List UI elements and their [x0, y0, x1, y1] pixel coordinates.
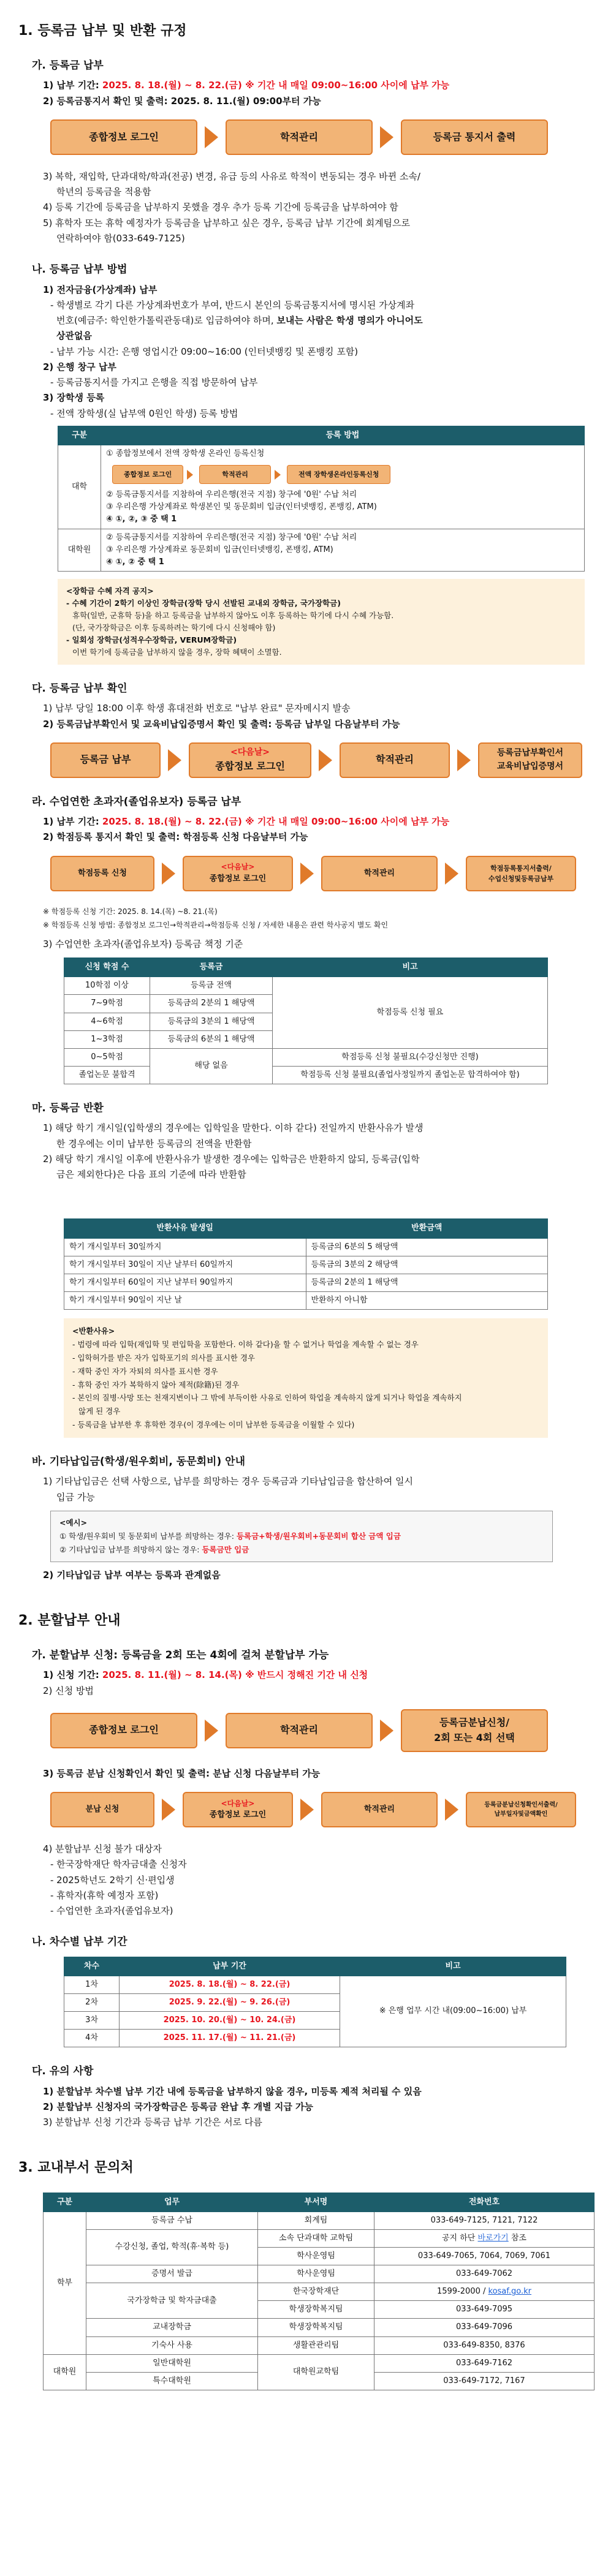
flow-arrow-icon — [162, 863, 175, 885]
section2-da-title: 다. 유의 사항 — [32, 2065, 94, 2078]
table-row: 7~9학점 등록금의 2분의 1 해당액 — [64, 995, 548, 1013]
refund-table: 반환사유 발생일 반환금액 학기 개시일부터 30일까지 등록금의 6분의 5 해당액 학기 개시일부터 30일이 지난 날부터 60일까지 등록금의 3분의 2 해당액 학기 개시일부터 60일이 지난 날부터 90일까지 등록금의 2분의 1 해당액 학기 개시일부터 90일이 지난 날 반환하지 아니함 — [64, 1218, 548, 1310]
confirm-1: 1) 납부 당일 18:00 이후 학생 휴대전화 번호로 "납부 완료" 문자메시지 발송 — [43, 703, 351, 714]
mini-flow: 종합정보 로그인 학적관리 전액 장학생온라인등록신청 — [112, 465, 579, 484]
installment-table: 차수 납부 기간 비고 1차 2025. 8. 18.(월) ~ 8. 22.(금) ※ 은행 업무 시간 내(09:00~16:00) 납부 2차 2025. 9. 22.(월) ~ 9. 26.(금) 3차 2025. 10. 20.(월) ~ 10. 24.(금) 4차 2025. 11. 17.(월) ~ 11. 21.(금) — [64, 1957, 566, 2048]
flow-arrow-icon — [187, 470, 193, 480]
section1-ba-title: 바. 기타납입금(학생/원우회비, 동문회비) 안내 — [32, 1456, 246, 1468]
flow-arrow-icon — [380, 1720, 393, 1742]
section1-ga-title: 가. 등록금 납부 — [32, 59, 104, 72]
kosaf-link[interactable]: kosaf.go.kr — [488, 2287, 532, 2297]
method-1c: 상관없음 — [56, 330, 92, 342]
college-office-link[interactable]: 바로가기 — [477, 2233, 509, 2243]
contact-table: 구분 업무 부서명 전화번호 학부 등록금 수납 회계팀 033-649-7125, 7121, 7122 수강신청, 졸업, 학적(휴·복학 등) 소속 단과대학 교학팀 공지 하단 바로가기 참조 학사운영팀 033-649-7065, 7064, 7069, 7061 증명서 발급 학사운영팀 033-649-7062 국가장학금 및 학자금대출 한국장학재단 1599-2000 / kosaf.go.kr 학생장학복지팀 033-649-7095 교내장학금 학생장학복지팀 033-649-7096 기숙사 사용 생활관관리팀 033-649-8350, 8376 대학원 일반대학원 대학원교학팀 033-649-7162 특수대학원 033-649-7172, 7167 — [43, 2193, 595, 2391]
table-row: 학기 개시일부터 30일이 지난 날부터 60일까지 등록금의 3분의 2 해당액 — [64, 1256, 548, 1274]
refund-reasons: <반환사유> - 법령에 따라 입학(재입학 및 편입학을 포함한다. 이하 같다)을 할 수 없거나 학업을 계속할 수 없는 경우 - 입학허가를 받은 자가 입학포기의 의사를 표시한 경우 - 재학 중인 자가 자퇴의 의사를 표시한 경우 - 휴학 중인 자가 복학하지 않아 제적(除籍)된 경우 - 본인의 질병·사망 또는 천재지변이나 그 밖에 부득이한 사유로 인하여 학업을 계속하지 않게 되거나 학업을 계속하지 않게 된 경우 - 등록금을 납부한 후 휴학한 경우(이 경우에는 이미 납부한 등록금을 이월할 수 있다) — [64, 1318, 548, 1438]
flow-arrow-icon — [168, 749, 181, 771]
rule-5b: 연락하여야 함(033-649-7125) — [56, 232, 185, 244]
table-row: 학부 등록금 수납 회계팀 033-649-7125, 7121, 7122 — [44, 2212, 595, 2229]
section2-title: 2. 분할납부 안내 — [18, 1612, 121, 1628]
section1-ra-title: 라. 수업연한 초과자(졸업유보자) 등록금 납부 — [32, 795, 241, 808]
table-row: 졸업논문 불합격 학점등록 신청 불필요(졸업사정일까지 졸업논문 합격하여야 함) — [64, 1066, 548, 1084]
table-row: 0~5학점 해당 없음 학점등록 신청 불필요(수강신청만 진행) — [64, 1048, 548, 1066]
rule-3b: 학년의 등록금을 적용함 — [56, 186, 151, 198]
flow-arrow-icon — [205, 1720, 218, 1742]
section2-ga-title: 가. 분할납부 신청: 등록금을 2회 또는 4회에 걸쳐 분할납부 가능 — [32, 1649, 329, 1661]
table-row: 수강신청, 졸업, 학적(휴·복학 등) 소속 단과대학 교학팀 공지 하단 바로가기 참조 — [44, 2229, 595, 2247]
table-row: 증명서 발급 학사운영팀 033-649-7062 — [44, 2265, 595, 2283]
table-row: 10학점 이상 등록금 전액 학점등록 신청 필요 — [64, 977, 548, 995]
flow-over: 학점등록 신청 <다음날> 종합정보 로그인 학적관리 학점등록통지서출력/ 수업신청및등록금납부 — [50, 856, 590, 891]
flow-arrow-icon — [300, 1799, 314, 1821]
method-1b: 번호(예금주: 학인한가톨릭관동대)로 입금하여야 하며, 보내는 사람은 학생 명의가 아니어도 — [56, 315, 423, 327]
table-row: 학기 개시일부터 30일까지 등록금의 6분의 5 해당액 — [64, 1238, 548, 1256]
over-fee-table: 신청 학점 수 등록금 비고 10학점 이상 등록금 전액 학점등록 신청 필요 7~9학점 등록금의 2분의 1 해당액 4~6학점 등록금의 3분의 1 해당액 1~3학점 등록금의 6분의 1 해당액 0~5학점 해당 없음 학점등록 신청 불필요(수강신청만 진행) 졸업논문 불합격 학점등록 신청 불필요(졸업사정일까지 졸업논문 합격하여야 함) — [64, 958, 548, 1084]
method-3: 3) 장학생 등록 — [43, 392, 105, 404]
over-period: 1) 납부 기간: 2025. 8. 18.(월) ~ 8. 22.(금) ※ 기간 내 매일 09:00~16:00 사이에 납부 가능 — [43, 816, 450, 828]
section3-title: 3. 교내부서 문의처 — [18, 2160, 134, 2176]
section1-title: 1. 등록금 납부 및 반환 규정 — [18, 23, 187, 39]
table-row: 2차 2025. 9. 22.(월) ~ 9. 26.(금) — [64, 1993, 566, 2011]
flow-arrow-icon — [205, 126, 218, 148]
example-box: <예시> ① 학생/원우회비 및 동문회비 납부를 희망하는 경우: 등록금+학생/원우회비+동문회비 합산 금액 입금 ② 기타납입금 납부를 희망하지 않는 경우: 등록금만 입금 — [50, 1511, 553, 1562]
table-row: 특수대학원 033-649-7172, 7167 — [44, 2372, 595, 2390]
flow-step-login: 종합정보 로그인 — [50, 119, 197, 155]
flow-arrow-icon — [319, 749, 332, 771]
method-1d: - 납부 가능 시간: 은행 영업시간 09:00~16:00 (인터넷뱅킹 및 폰뱅킹 포함) — [50, 346, 359, 357]
table-row: 4차 2025. 11. 17.(월) ~ 11. 21.(금) — [64, 2030, 566, 2047]
method-2: 2) 은행 창구 납부 — [43, 361, 116, 372]
table-row: 3차 2025. 10. 20.(월) ~ 10. 24.(금) — [64, 2012, 566, 2030]
scholarship-method-table — [58, 426, 585, 572]
table-row: 기숙사 사용 생활관관리팀 033-649-8350, 8376 — [44, 2336, 595, 2354]
scholarship-notice: <장학금 수혜 자격 공지> - 수혜 기간이 2학기 이상인 장학금(장학 당시 선발된 교내외 장학금, 국가장학금) 휴학(일반, 군휴학 등)을 하고 등록금을 납부하지 않아도 이후 등록하는 학기에 다시 수혜 가능함. (단, 국가장학금은 이후 등록하려는 학기에 다시 신청해야 함) - 일회성 장학금(성적우수장학금, VERUM장학금) 이번 학기에 등록금을 납부하지 않을 경우, 장학 혜택이 소멸함. — [58, 579, 585, 665]
section1-ma-title: 마. 등록금 반환 — [32, 1102, 104, 1115]
flow-arrow-icon — [457, 749, 471, 771]
flow-arrow-icon — [162, 1799, 175, 1821]
table-row: 학기 개시일부터 90일이 지난 날 반환하지 아니함 — [64, 1291, 548, 1309]
flow-arrow-icon — [380, 126, 393, 148]
table-header: 구분 — [58, 426, 101, 445]
table-row: 국가장학금 및 학자금대출 한국장학재단 1599-2000 / kosaf.go.kr — [44, 2283, 595, 2301]
method-3a: - 전액 장학생(실 납부액 0원인 학생) 등록 방법 — [50, 407, 238, 419]
flow-notice-print — [50, 119, 590, 155]
rule-4: 4) 등록 기간에 등록금을 납부하지 못했을 경우 추가 등록 기간에 등록금을 납부하여야 함 — [43, 202, 398, 213]
row-label-grad: 대학원 — [58, 529, 101, 571]
table-header: 등록 방법 — [101, 426, 585, 445]
row-label-undergrad: 대학 — [58, 445, 101, 529]
rule-5: 5) 휴학자 또는 휴학 예정자가 등록금을 납부하고 싶은 경우, 등록금 납부 기간에 회계팀으로 — [43, 217, 411, 229]
over-notice: 2) 학점등록 통지서 확인 및 출력: 학점등록 신청 다음날부터 가능 — [43, 831, 308, 843]
table-row: 1~3학점 등록금의 6분의 1 해당액 — [64, 1030, 548, 1048]
rule-3: 3) 복학, 재입학, 단과대학/학과(전공) 변경, 유급 등의 사유로 학적이 변동되는 경우 바뀐 소속/ — [43, 170, 420, 182]
confirm-2: 2) 등록금납부확인서 및 교육비납입증명서 확인 및 출력: 등록금 납부일 다음날부터 가능 — [43, 718, 400, 730]
flow-installment-confirm: 분납 신청 <다음날> 종합정보 로그인 학적관리 등록금분납신청확인서출력/ 납부일자및금액확인 — [50, 1792, 590, 1827]
table-row: 학사운영팀 033-649-7065, 7064, 7069, 7061 — [44, 2247, 595, 2265]
flow-arrow-icon — [275, 470, 281, 480]
undergrad-method: ① 종합정보에서 전액 장학생 온라인 등록신청 종합정보 로그인 학적관리 전액 장학생온라인등록신청 ② 등록금통지서를 지참하여 우리은행(전국 지점) 창구에 '0원' 수납 처리 ③ 우리은행 가상계좌로 학생본인 및 동문회비 입금(인터넷뱅킹, 폰뱅킹, ATM) ④ ①, ②, ③ 중 택 1 — [101, 445, 585, 529]
flow-arrow-icon — [445, 863, 458, 885]
flow-arrow-icon — [300, 863, 314, 885]
table-row: 대학원 일반대학원 대학원교학팀 033-649-7162 — [44, 2354, 595, 2372]
notice-page: 1. 등록금 납부 및 반환 규정 가. 등록금 납부 1) 납부 기간: 2025. 8. 18.(월) ~ 8. 22.(금) ※ 기간 내 매일 09:00~16:00 사이에 납부 가능 2) 등록금통지서 확인 및 출력: 2025. 8. 11.(월) 09:00부터 가능 종합정보 로그인 학적관리 등록금 통지서 출력 3) 복학, 재입학, 단과대학/학과(전공) 변경, 유급 등의 사유로 학적이 변동되는 경우 바뀐 소속/ 학년의 등록금을 적용함 4) 등록 기간에 등록금을 납부하지 못했을 경우 추가 등록 기간에 등록금을 납부하여야 함 5) 휴학자 또는 휴학 예정자가 등록금을 납부하고 싶은 경우, 등록금 납부 기간에 회계팀으로 연락하여야 함(033-649-7125) 나. 등록금 납부 방법 1) 전자금융(가상계좌) 납부 - 학생별로 각기 다른 가상계좌번호가 부여, 반드시 본인의 등록금통지서에 명시된 가상계좌 번호(예금주: 학인한가톨릭관동대)로 입금하여야 하며, 보내는 사람은 학생 명의가 아니어도 상관없음 - 납부 가능 시간: 은행 영업시간 09:00~16:00 (인터넷뱅킹 및 폰뱅킹 포함) 2) 은행 창구 납부 - 등록금통지서를 가지고 은행을 직접 방문하여 납부 3) 장학생 등록 - 전액 장학생(실 납부액 0원인 학생) 등록 방법 구분 등록 방법 대학 ① 종합정보에서 전액 장학생 온라인 등록신청 종합정보 로그인 학적관리 전액 장학생온라인등록신청 ② 등록금통지서를 지참하여 우리은행(전국 지점) 창구에 '0원' 수납 처리 ③ 우리은행 가상계좌로 학생본인 및 동문회비 입금(인터넷뱅킹, 폰뱅킹, ATM) ④ ①, ②, ③ 중 택 1 대학원 ② 등록금통지서를 지참하여 우리은행(전국 지점) 창구에 '0원' 수납 처리 ③ 우리은행 가상계좌로 동문회비 입금(인터넷뱅킹, 폰뱅킹, ATM) ④ ①, ② 중 택 1 <장학금 수혜 자격 공지> - 수혜 기간이 2학기 이상인 장학금(장학 당시 선발된 교내외 장학금, 국가장학금) 휴학(일반, 군휴학 등)을 하고 등록금을 납부하지 않아도 이후 등록하는 학기에 다시 수혜 가능함. (단, 국가장학금은 이후 등록하려는 학기에 다시 신청해야 함) - 일회성 장학금(성적우수장학금, VERUM장학금) 이번 학기에 등록금을 납부하지 않을 경우, 장학 혜택이 소멸함. 다. 등록금 납부 확인 1) 납부 당일 18:00 이후 학생 휴대전화 번호로 "납부 완료" 문자메시지 발송 2) 등록금납부확인서 및 교육비납입증명서 확인 및 출력: 등록금 납부일 다음날부터 가능 등록금 납부 <다음날> 종합정보 로그인 학적관리 등록금납부확인서 교육비납입증명서 라. 수업연한 초과자(졸업유보자) 등록금 납부 1) 납부 기간: 2025. 8. 18.(월) ~ 8. 22.(금) ※ 기간 내 매일 09:00~16:00 사이에 납부 가능 2) 학점등록 통지서 확인 및 출력: 학점등록 신청 다음날부터 가능 학점등록 신청 <다음날> 종합정보 로그인 학적관리 학점등록통지서출력/ 수업신청및등록금납부 ※ 학점등록 신청 기간: 2025. 8. 14.(목) ~8. 21.(목) ※ 학점등록 신청 방법: 종합정보 로그인→학적관리→학점등록 신청 / 자세한 내용은 관련 학사공지 별도 확인 3) 수업연한 초과자(졸업유보자) 등록금 책정 기준 신청 학점 수 등록금 비고 10학점 이상 등록금 전액 학점등록 신청 필요 7~9학점 등록금의 2분의 1 해당액 4~6학점 등록금의 3분의 1 해당액 1~3학점 등록금의 6분의 1 해당액 0~5학점 해당 없음 학점등록 신청 불필요(수강신청만 진행) 졸업논문 불합격 학점등록 신청 불필요(졸업사정일까지 졸업논문 합격하여야 함) 마. 등록금 반환 1) 해당 학기 개시일(입학생의 경우에는 입학일을 말한다. 이하 같다) 전일까지 반환사유가 발생 한 경우에는 이미 납부한 등록금의 전액을 반환함 2) 해당 학기 개시일 이후에 반환사유가 발생한 경우에는 입학금은 반환하지 않되, 등록금(입학 금은 제외한다)은 다음 표의 기준에 따라 반환함 반환사유 발생일 반환금액 학기 개시일부터 30일까지 등록금의 6분의 5 해당액 학기 개시일부터 30일이 지난 날부터 60일까지 등록금의 3분의 2 해당액 학기 개시일부터 60일이 지난 날부터 90일까지 등록금의 2분의 1 해당액 학기 개시일부터 90일이 지난 날 반환하지 아니함 <반환사유> - 법령에 따라 입학(재입학 및 편입학을 포함한다. 이하 같다)을 할 수 없거나 학업을 계속할 수 없는 경우 - 입학허가를 받은 자가 입학포기의 의사를 표시한 경우 - 재학 중인 자가 자퇴의 의사를 표시한 경우 - 휴학 중인 자가 복학하지 않아 제적(除籍)된 경우 - 본인의 질병·사망 또는 천재지변이나 그 밖에 부득이한 사유로 인하여 학업을 계속하지 않게 되거나 학업을 계속하지 않게 된 경우 - 등록금을 납부한 후 휴학한 경우(이 경우에는 이미 납부한 등록금을 이월할 수 있다) 바. 기타납입금(학생/원우회비, 동문회비) 안내 1) 기타납입금은 선택 사항으로, 납부를 희망하는 경우 등록금과 기타납입금을 합산하여 일시 입금 가능 <예시> ① 학생/원우회비 및 동문회비 납부를 희망하는 경우: 등록금+학생/원우회비+동문회비 합산 금액 입금 ② 기타납입금 납부를 희망하지 않는 경우: 등록금만 입금 2) 기타납입금 납부 여부는 등록과 관계없음 2. 분할납부 안내 가. 분할납부 신청: 등록금을 2회 또는 4회에 걸쳐 분할납부 가능 1) 신청 기간: 2025. 8. 11.(월) ~ 8. 14.(목) ※ 반드시 정해진 기간 내 신청 2) 신청 방법 종합정보 로그인 학적관리 등록금분납신청/ 2회 또는 4회 선택 3) 등록금 분납 신청확인서 확인 및 출력: 분납 신청 다음날부터 가능 분납 신청 <다음날> 종합정보 로그인 학적관리 등록금분납신청확인서출력/ 납부일자및금액확인 4) 분할납부 신청 불가 대상자 - 한국장학재단 학자금대출 신청자 - 2025학년도 2학기 신·편입생 - 휴학자(휴학 예정자 포함) - 수업연한 초과자(졸업유보자) 나. 차수별 납부 기간 차수 납부 기간 비고 1차 2025. 8. 18.(월) ~ 8. 22.(금) ※ 은행 업무 시간 내(09:00~16:00) 납부 2차 2025. 9. 22.(월) ~ 9. 26.(금) 3차 2025. 10. 20.(월) ~ 10. 24.(금) 4차 2025. 11. 17.(월) ~ 11. 21.(금) 다. 유의 사항 1) 분할납부 차수별 납부 기간 내에 등록금을 납부하지 않을 경우, 미등록 제적 처리될 수 있음 2) 분할납부 신청자의 국가장학금은 등록금 완납 후 개별 지급 가능 3) 분할납부 신청 기간과 등록금 납부 기간은 서로 다름 3. 교내부서 문의처 구분 업무 부서명 전화번호 학부 등록금 수납 회계팀 033-649-7125, 7121, 7122 수강신청, 졸업, 학적(휴·복학 등) 소속 단과대학 교학팀 공지 하단 바로가기 참조 학사운영팀 033-649-7065, 7064, 7069, 7061 증명서 발급 학사운영팀 033-649-7062 국가장학금 및 학자금대출 한국장학재단 1599-2000 / kosaf.go.kr 학생장학복지팀 033-649-7095 교내장학금 학생장학복지팀 033-649-7096 기숙사 사용 생활관관리팀 033-649-8350, 8376 대학원 일반대학원 대학원교학팀 033-649-7162 특수대학원 033-649-7172, 7167 — [0, 0, 608, 2409]
section1-na-title: 나. 등록금 납부 방법 — [32, 263, 127, 276]
table-row: 교내장학금 학생장학복지팀 033-649-7096 — [44, 2319, 595, 2336]
table-row: 학생장학복지팀 033-649-7095 — [44, 2301, 595, 2319]
flow-arrow-icon — [445, 1799, 458, 1821]
table-row: 학기 개시일부터 60일이 지난 날부터 90일까지 등록금의 2분의 1 해당액 — [64, 1274, 548, 1291]
payment-period: 1) 납부 기간: 2025. 8. 18.(월) ~ 8. 22.(금) ※ 기간 내 매일 09:00~16:00 사이에 납부 가능 — [43, 80, 450, 91]
notice-print-date: 2) 등록금통지서 확인 및 출력: 2025. 8. 11.(월) 09:00부터 가능 — [43, 95, 321, 107]
table-row: 4~6학점 등록금의 3분의 1 해당액 — [64, 1013, 548, 1030]
method-2a: - 등록금통지서를 가지고 은행을 직접 방문하여 납부 — [50, 377, 258, 388]
flow-step-academic: 학적관리 — [226, 119, 373, 155]
flow-step-print: 등록금 통지서 출력 — [401, 119, 548, 155]
method-1: 1) 전자금융(가상계좌) 납부 — [43, 284, 158, 295]
section2-na-title: 나. 차수별 납부 기간 — [32, 1936, 127, 1949]
method-1a: - 학생별로 각기 다른 가상계좌번호가 부여, 반드시 본인의 등록금통지서에 명시된 가상계좌 — [50, 299, 414, 311]
grad-method: ② 등록금통지서를 지참하여 우리은행(전국 지점) 창구에 '0원' 수납 처리 ③ 우리은행 가상계좌로 동문회비 입금(인터넷뱅킹, 폰뱅킹, ATM) ④ ①, ② 중 택 1 — [101, 529, 585, 571]
flow-installment: 종합정보 로그인 학적관리 등록금분납신청/ 2회 또는 4회 선택 — [50, 1709, 590, 1752]
flow-confirm: 등록금 납부 <다음날> 종합정보 로그인 학적관리 등록금납부확인서 교육비납입증명서 — [50, 742, 590, 778]
table-row: 1차 2025. 8. 18.(월) ~ 8. 22.(금) ※ 은행 업무 시간 내(09:00~16:00) 납부 — [64, 1976, 566, 1993]
section1-da-title: 다. 등록금 납부 확인 — [32, 682, 127, 695]
